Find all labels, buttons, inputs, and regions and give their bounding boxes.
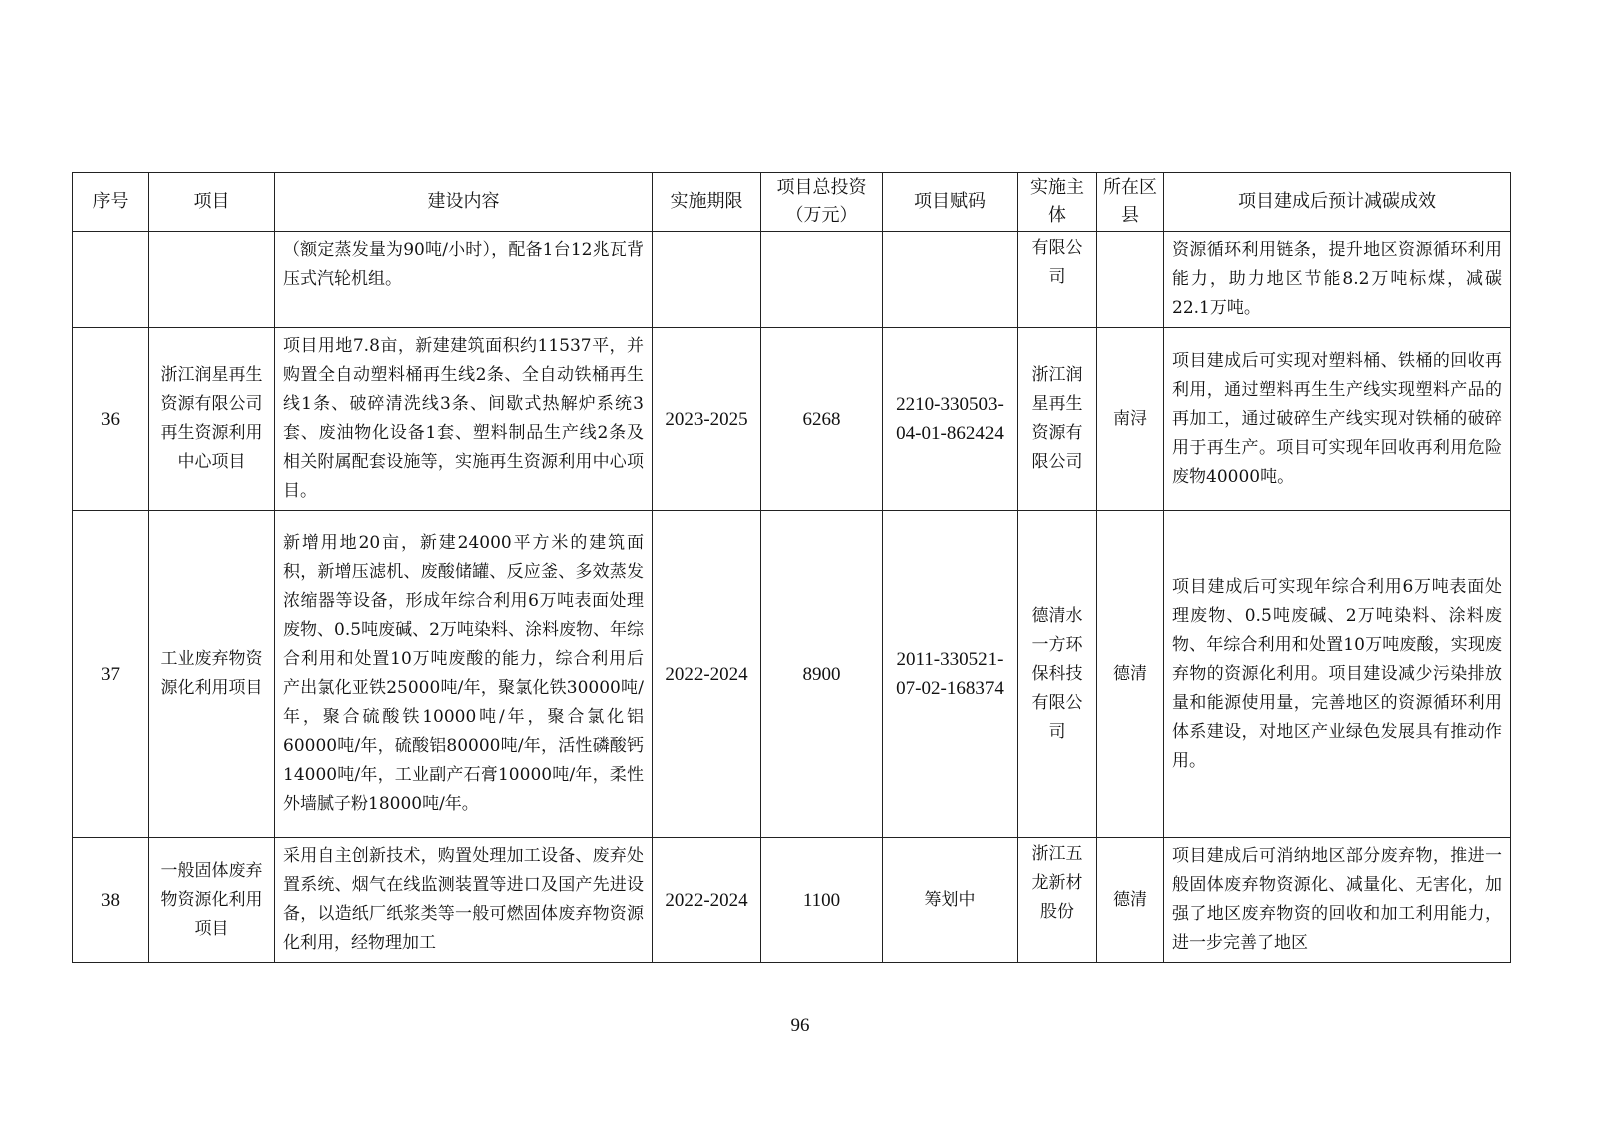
table-header-row [73,173,1511,232]
cell-period: 2023-2025 [653,328,761,511]
cell-content: 新增用地20亩，新建24000平方米的建筑面积，新增压滤机、废酸储罐、反应釜、多效蒸发浓缩器等设备，形成年综合利用6万吨表面处理废物、0.5吨废碱、2万吨染料、涂料废物、年综合利用和处置10万吨废酸的能力，综合利用后产出氯化亚铁25000吨/年，聚氯化铁30000吨/年，聚合硫酸铁10000吨/年，聚合氯化铝60000吨/年，硫酸铝80000吨/年，活性磷酸钙14000吨/年，工业副产石膏10000吨/年，柔性外墙腻子粉18000吨/年。 [275,511,653,838]
header-county: 所在区县 [1097,173,1164,232]
header-project: 项目 [149,173,275,232]
cell-project: 一般固体废弃物资源化利用项目 [149,838,275,963]
cell-project [149,232,275,328]
cell-effect: 项目建成后可实现对塑料桶、铁桶的回收再利用，通过塑料再生生产线实现塑料产品的再加工，通过破碎生产线实现对铁桶的破碎用于再生产。项目可实现年回收再利用危险废物40000吨。 [1164,328,1511,511]
cell-no: 38 [73,838,149,963]
cell-county [1097,232,1164,328]
cell-code [883,232,1018,328]
cell-investment [761,232,883,328]
cell-period [653,232,761,328]
cell-code: 筹划中 [883,838,1018,963]
cell-no: 37 [73,511,149,838]
document-table-container [72,172,1510,963]
cell-investment: 8900 [761,511,883,838]
header-content: 建设内容 [275,173,653,232]
table-row [73,838,1511,963]
cell-entity: 浙江五龙新材股份 [1018,838,1097,963]
cell-no [73,232,149,328]
cell-period: 2022-2024 [653,511,761,838]
table-row [73,511,1511,838]
cell-code: 2210-330503-04-01-862424 [883,328,1018,511]
cell-county: 德清 [1097,838,1164,963]
table-row [73,328,1511,511]
header-period: 实施期限 [653,173,761,232]
header-no: 序号 [73,173,149,232]
cell-effect: 项目建成后可实现年综合利用6万吨表面处理废物、0.5吨废碱、2万吨染料、涂料废物、年综合利用和处置10万吨废酸，实现废弃物的资源化利用。项目建设减少污染排放量和能源使用量，完善地区的资源循环利用体系建设，对地区产业绿色发展具有推动作用。 [1164,511,1511,838]
header-code: 项目赋码 [883,173,1018,232]
cell-content: （额定蒸发量为90吨/小时），配备1台12兆瓦背压式汽轮机组。 [275,232,653,328]
cell-county: 南浔 [1097,328,1164,511]
cell-project: 工业废弃物资源化利用项目 [149,511,275,838]
header-entity: 实施主体 [1018,173,1097,232]
cell-effect: 资源循环利用链条，提升地区资源循环利用能力，助力地区节能8.2万吨标煤，减碳22.1万吨。 [1164,232,1511,328]
cell-county: 德清 [1097,511,1164,838]
table-row-continuation [73,232,1511,328]
cell-no: 36 [73,328,149,511]
cell-entity: 浙江润星再生资源有限公司 [1018,328,1097,511]
cell-content: 项目用地7.8亩，新建建筑面积约11537平，并购置全自动塑料桶再生线2条、全自动铁桶再生线1条、破碎清洗线3条、间歇式热解炉系统3套、废油物化设备1套、塑料制品生产线2条及相关附属配套设施等，实施再生资源利用中心项目。 [275,328,653,511]
cell-entity: 德清水一方环保科技有限公司 [1018,511,1097,838]
cell-content: 采用自主创新技术，购置处理加工设备、废弃处置系统、烟气在线监测装置等进口及国产先进设备，以造纸厂纸浆类等一般可燃固体废弃物资源化利用，经物理加工 [275,838,653,963]
cell-code: 2011-330521-07-02-168374 [883,511,1018,838]
cell-period: 2022-2024 [653,838,761,963]
cell-project: 浙江润星再生资源有限公司再生资源利用中心项目 [149,328,275,511]
cell-entity: 有限公司 [1018,232,1097,328]
header-effect: 项目建成后预计减碳成效 [1164,173,1511,232]
cell-investment: 1100 [761,838,883,963]
header-investment: 项目总投资（万元） [761,173,883,232]
page-number: 96 [790,1015,810,1036]
project-table [72,172,1511,963]
cell-effect: 项目建成后可消纳地区部分废弃物，推进一般固体废弃物资源化、减量化、无害化，加强了地区废弃物资的回收和加工利用能力，进一步完善了地区 [1164,838,1511,963]
cell-investment: 6268 [761,328,883,511]
